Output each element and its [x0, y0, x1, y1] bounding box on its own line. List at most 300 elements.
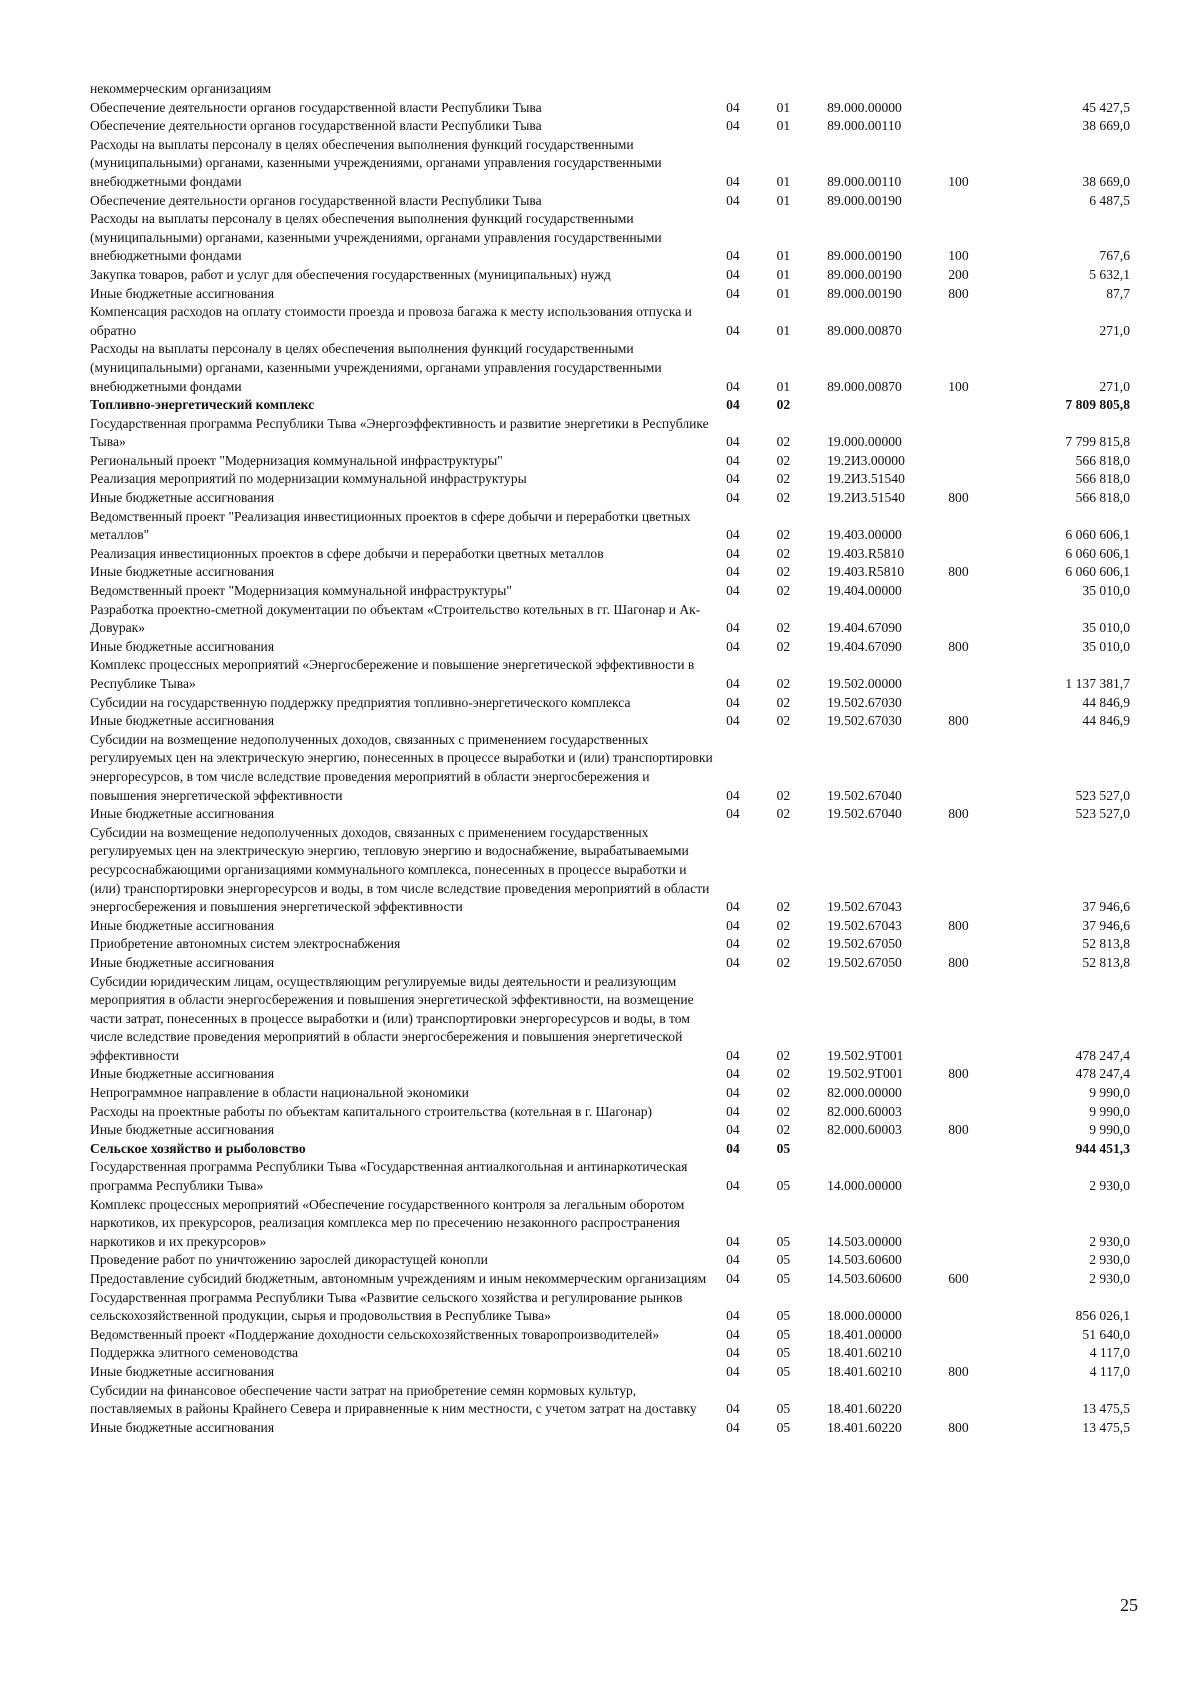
target-article-code	[827, 1140, 948, 1159]
target-article-code: 19.502.67030	[827, 694, 902, 710]
table-row	[90, 731, 1130, 805]
section-code: 04	[726, 173, 740, 189]
section-code: 04	[726, 322, 740, 338]
target-article-code: 19.502.67050	[827, 936, 902, 952]
row-name: некоммерческим организациям	[90, 81, 272, 96]
expense-type-code	[948, 117, 1029, 136]
section-code: 04	[726, 1066, 740, 1082]
section-code: 04	[726, 638, 740, 654]
table-row	[90, 563, 1130, 582]
target-article-code: 89.000.00190	[827, 192, 902, 208]
row-name: Расходы на выплаты персоналу в целях обеспечения выполнения функций государственными (муниципальными) органами, казенными учреждениями, органами управления государственными внебюджетными фондами	[90, 211, 662, 264]
target-article-code: 19.502.00000	[827, 676, 902, 691]
target-article-code: 19.502.67040	[827, 787, 902, 803]
budget-table	[90, 80, 1130, 1437]
subsection-code: 02	[776, 452, 791, 468]
target-article-code: 18.401.00000	[827, 1326, 902, 1342]
section-code: 04	[726, 620, 740, 636]
amount: 2 930,0	[1089, 1233, 1130, 1249]
target-article-code: 19.502.9Т001	[827, 1066, 904, 1082]
amount: 566 818,0	[1075, 452, 1130, 468]
table-row	[90, 582, 1130, 601]
amount: 566 818,0	[1075, 471, 1130, 487]
expense-type-code	[948, 973, 1029, 1066]
expense-type-code	[948, 303, 1029, 340]
table-row	[90, 1344, 1130, 1363]
expense-type-code: 800	[948, 638, 969, 654]
amount: 6 060 606,1	[1065, 545, 1130, 561]
row-name: Обеспечение деятельности органов государственной власти Республики Тыва	[90, 99, 542, 115]
target-article-code: 18.401.60210	[827, 1345, 902, 1361]
amount: 4 117,0	[1089, 1363, 1130, 1379]
section-code: 04	[726, 676, 740, 691]
amount: 1 137 381,7	[1065, 676, 1130, 691]
subsection-code: 01	[776, 378, 791, 394]
amount: 87,7	[1106, 285, 1130, 301]
section-code: 04	[726, 378, 740, 394]
expense-type-code	[948, 1196, 1029, 1252]
table-row	[90, 1158, 1130, 1195]
subsection-code: 02	[776, 1122, 791, 1138]
row-name: Поддержка элитного семеноводства	[90, 1345, 299, 1361]
expense-type-code: 800	[948, 1419, 969, 1435]
subsection-code: 02	[776, 954, 791, 970]
amount: 856 026,1	[1075, 1308, 1130, 1324]
target-article-code: 89.000.00110	[827, 118, 902, 134]
row-name: Закупка товаров, работ и услуг для обеспечения государственных (муниципальных) нужд	[90, 266, 611, 282]
table-row	[90, 266, 1130, 285]
amount: 271,0	[1099, 322, 1130, 338]
expense-type-code	[948, 508, 1029, 545]
table-row	[90, 973, 1130, 1066]
section-code: 04	[726, 1140, 740, 1156]
expense-type-code	[948, 452, 1029, 471]
row-name: Иные бюджетные ассигнования	[90, 285, 275, 301]
subsection-code: 02	[776, 545, 791, 561]
table-row	[90, 340, 1130, 396]
expense-type-code	[948, 1084, 1029, 1103]
subsection-code: 05	[776, 1345, 791, 1361]
expense-type-code	[948, 192, 1029, 211]
expense-type-code	[948, 545, 1029, 564]
section-code: 04	[726, 899, 740, 915]
row-name: Топливно-энергетический комплекс	[90, 397, 315, 413]
section-code: 04	[726, 99, 740, 115]
row-name: Ведомственный проект "Реализация инвестиционных проектов в сфере добычи и переработки цветных металлов"	[90, 508, 691, 543]
section-code: 04	[726, 936, 740, 952]
expense-type-code	[948, 824, 1029, 917]
expense-type-code: 800	[948, 564, 969, 580]
row-name: Иные бюджетные ассигнования	[90, 564, 275, 580]
subsection-code: 01	[776, 322, 791, 338]
expense-type-code	[948, 601, 1029, 638]
table-row	[90, 415, 1130, 452]
table-row	[90, 935, 1130, 954]
amount: 6 060 606,1	[1065, 564, 1130, 580]
subsection-code: 01	[776, 192, 791, 208]
expense-type-code: 200	[948, 266, 969, 282]
section-code: 04	[726, 434, 740, 450]
row-name: Обеспечение деятельности органов государственной власти Республики Тыва	[90, 118, 542, 134]
section-code: 04	[726, 694, 740, 710]
target-article-code: 19.502.67043	[827, 917, 902, 933]
section-code: 04	[726, 917, 740, 933]
section-code	[726, 80, 776, 99]
subsection-code: 01	[776, 118, 791, 134]
subsection-code: 01	[776, 99, 791, 115]
expense-type-code	[948, 1158, 1029, 1195]
expense-type-code	[948, 935, 1029, 954]
section-code: 04	[726, 471, 740, 487]
row-name: Субсидии на возмещение недополученных доходов, связанных с применением государственных регулируемых цен на электрическую энергию, понесенных в процессе выработки и (или) транспортировки энергоресурсов, в том числе вследствие проведения мероприятий в области энергосбережения и повышения энергетической эффективности	[90, 731, 713, 803]
subsection-code: 02	[776, 694, 791, 710]
table-row	[90, 192, 1130, 211]
expense-type-code	[948, 731, 1029, 805]
section-code: 04	[726, 1345, 740, 1361]
table-row	[90, 694, 1130, 713]
row-name: Предоставление субсидий бюджетным, автономным учреждениям и иным некоммерческим организациям	[90, 1271, 707, 1286]
section-code: 04	[726, 1271, 740, 1286]
section-code: 04	[726, 545, 740, 561]
amount: 6 487,5	[1089, 192, 1130, 208]
row-name: Государственная программа Республики Тыва «Государственная антиалкогольная и антинаркотическая программа Республики Тыва»	[90, 1159, 688, 1194]
table-row	[90, 136, 1130, 192]
table-row	[90, 99, 1130, 118]
subsection-code: 02	[776, 527, 791, 543]
row-name: Субсидии на финансовое обеспечение части затрат на приобретение семян кормовых культур, поставляемых в районы Крайнего Севера и приравненные к ним местности, с учетом затрат на доставку	[90, 1382, 697, 1417]
table-row	[90, 954, 1130, 973]
subsection-code: 05	[776, 1326, 791, 1342]
expense-type-code	[948, 470, 1029, 489]
amount: 44 846,9	[1082, 713, 1130, 729]
target-article-code: 18.401.60210	[827, 1363, 902, 1379]
amount: 13 475,5	[1082, 1419, 1130, 1435]
section-code: 04	[726, 490, 740, 506]
expense-type-code	[948, 99, 1029, 118]
target-article-code: 19.502.67043	[827, 899, 902, 915]
amount: 944 451,3	[1075, 1140, 1130, 1156]
row-name: Расходы на проектные работы по объектам капитального строительства (котельная в г. Шагонар)	[90, 1103, 653, 1119]
amount: 52 813,8	[1082, 954, 1130, 970]
table-row	[90, 656, 1130, 693]
table-row	[90, 1326, 1130, 1345]
subsection-code: 02	[776, 583, 791, 599]
row-name: Иные бюджетные ассигнования	[90, 1066, 275, 1082]
subsection-code: 05	[776, 1140, 791, 1156]
table-row	[90, 303, 1130, 340]
target-article-code: 19.404.67090	[827, 638, 902, 654]
amount: 271,0	[1099, 378, 1130, 394]
target-article-code: 19.2И3.00000	[827, 452, 905, 468]
row-name: Иные бюджетные ассигнования	[90, 490, 275, 506]
expense-type-code	[948, 694, 1029, 713]
target-article-code: 89.000.00870	[827, 378, 902, 394]
target-article-code: 19.403.R5810	[827, 564, 905, 580]
section-code: 04	[726, 118, 740, 134]
subsection-code: 05	[776, 1252, 791, 1268]
row-name: Иные бюджетные ассигнования	[90, 638, 275, 654]
target-article-code: 14.000.00000	[827, 1178, 902, 1194]
amount: 35 010,0	[1082, 638, 1130, 654]
target-article-code: 19.404.67090	[827, 620, 902, 636]
section-code: 04	[726, 1122, 740, 1138]
amount: 5 632,1	[1089, 266, 1130, 282]
section-code: 04	[726, 787, 740, 803]
table-row	[90, 285, 1130, 304]
section-code: 04	[726, 266, 740, 282]
row-name: Реализация мероприятий по модернизации коммунальной инфраструктуры	[90, 471, 527, 487]
table-row	[90, 545, 1130, 564]
target-article-code: 19.502.67040	[827, 806, 902, 822]
amount: 44 846,9	[1082, 694, 1130, 710]
row-name: Непрограммное направление в области национальной экономики	[90, 1085, 469, 1101]
section-code: 04	[726, 1326, 740, 1342]
row-name: Расходы на выплаты персоналу в целях обеспечения выполнения функций государственными (муниципальными) органами, казенными учреждениями, органами управления государственными внебюджетными фондами	[90, 341, 662, 394]
section-code: 04	[726, 1085, 740, 1101]
row-name: Проведение работ по уничтожению зарослей дикорастущей конопли	[90, 1252, 488, 1268]
section-code: 04	[726, 713, 740, 729]
subsection-code: 02	[776, 620, 791, 636]
subsection-code: 02	[776, 787, 791, 803]
row-name: Иные бюджетные ассигнования	[90, 713, 275, 729]
amount: 523 527,0	[1075, 806, 1130, 822]
target-article-code: 18.401.60220	[827, 1401, 902, 1417]
table-row	[90, 470, 1130, 489]
amount: 9 990,0	[1089, 1085, 1130, 1101]
expense-type-code	[948, 1289, 1029, 1326]
row-name: Государственная программа Республики Тыва «Развитие сельского хозяйства и регулирование рынков сельскохозяйственной продукции, сырья и продовольствия в Республике Тыва»	[90, 1289, 683, 1324]
target-article-code: 89.000.00000	[827, 99, 902, 115]
subsection-code: 02	[776, 806, 791, 822]
subsection-code	[777, 80, 827, 99]
section-code: 04	[726, 1233, 740, 1249]
amount: 6 060 606,1	[1065, 527, 1130, 543]
table-row	[90, 117, 1130, 136]
amount: 51 640,0	[1082, 1326, 1130, 1342]
subsection-code: 02	[776, 1085, 791, 1101]
subsection-code: 02	[776, 676, 791, 691]
amount: 767,6	[1099, 248, 1130, 264]
target-article-code: 19.000.00000	[827, 434, 902, 450]
section-code: 04	[726, 397, 740, 413]
row-name: Ведомственный проект «Поддержание доходности сельскохозяйственных товаропроизводителей»	[90, 1326, 660, 1342]
amount: 37 946,6	[1082, 917, 1130, 933]
subsection-code: 05	[776, 1401, 791, 1417]
subsection-code: 02	[776, 936, 791, 952]
target-article-code: 18.000.00000	[827, 1308, 902, 1324]
target-article-code: 89.000.00190	[827, 266, 902, 282]
subsection-code: 01	[776, 173, 791, 189]
table-row	[90, 712, 1130, 731]
target-article-code: 14.503.60600	[827, 1252, 902, 1268]
expense-type-code: 800	[948, 917, 969, 933]
subsection-code: 02	[776, 471, 791, 487]
target-article-code: 82.000.60003	[827, 1122, 902, 1138]
amount: 37 946,6	[1082, 899, 1130, 915]
target-article-code: 19.403.00000	[827, 527, 902, 543]
section-code: 04	[726, 806, 740, 822]
amount: 7 799 815,8	[1065, 434, 1130, 450]
table-row	[90, 638, 1130, 657]
target-article-code: 19.502.9Т001	[827, 1047, 904, 1063]
table-row	[90, 917, 1130, 936]
expense-type-code: 100	[948, 173, 969, 189]
expense-type-code: 800	[948, 806, 969, 822]
subsection-code: 05	[776, 1308, 791, 1324]
target-article-code: 89.000.00190	[827, 248, 902, 264]
amount: 7 809 805,8	[1065, 397, 1130, 413]
row-name: Иные бюджетные ассигнования	[90, 917, 275, 933]
subsection-code: 02	[776, 490, 791, 506]
amount: 2 930,0	[1089, 1178, 1130, 1194]
table-row	[90, 1140, 1130, 1159]
table-row	[90, 1289, 1130, 1326]
target-article-code: 89.000.00870	[827, 322, 902, 338]
expense-type-code	[948, 1344, 1029, 1363]
target-article-code: 82.000.00000	[827, 1085, 902, 1101]
target-article-code: 19.502.67050	[827, 954, 902, 970]
table-row	[90, 508, 1130, 545]
expense-type-code: 800	[948, 285, 969, 301]
row-name: Разработка проектно-сметной документации по объектам «Строительство котельных в гг. Шагонар и Ак-Довурак»	[90, 601, 701, 636]
subsection-code: 02	[776, 899, 791, 915]
row-name: Расходы на выплаты персоналу в целях обеспечения выполнения функций государственными (муниципальными) органами, казенными учреждениями, органами управления государственными внебюджетными фондами	[90, 136, 662, 189]
amount: 35 010,0	[1082, 583, 1130, 599]
row-name: Компенсация расходов на оплату стоимости проезда и провоза багажа к месту использования отпуска и обратно	[90, 304, 692, 338]
table-row	[90, 1196, 1130, 1252]
expense-type-code	[948, 80, 1029, 99]
amount: 478 247,4	[1075, 1047, 1130, 1063]
target-article-code: 19.403.R5810	[827, 545, 905, 561]
target-article-code: 14.503.60600	[827, 1271, 902, 1286]
section-code: 04	[726, 1178, 740, 1194]
table-row	[90, 1382, 1130, 1419]
amount: 52 813,8	[1082, 936, 1130, 952]
amount: 478 247,4	[1075, 1066, 1130, 1082]
row-name: Субсидии на государственную поддержку предприятия топливно-энергетического комплекса	[90, 694, 631, 710]
subsection-code: 05	[776, 1419, 791, 1435]
subsection-code: 01	[776, 266, 791, 282]
table-row	[90, 1363, 1130, 1382]
row-name: Региональный проект "Модернизация коммунальной инфраструктуры"	[90, 452, 503, 468]
subsection-code: 02	[776, 713, 791, 729]
amount: 9 990,0	[1089, 1122, 1130, 1138]
expense-type-code: 100	[948, 378, 969, 394]
row-name: Комплекс процессных мероприятий «Обеспечение государственного контроля за легальным оборотом наркотиков, их прекурсоров, реализация комплекса мер по пресечению незаконного распространения наркотиков и их прекурсоров»	[90, 1196, 685, 1249]
subsection-code: 01	[776, 248, 791, 264]
target-article-code: 18.401.60220	[827, 1419, 902, 1435]
section-code: 04	[726, 192, 740, 208]
table-row	[90, 1251, 1130, 1270]
target-article-code	[827, 396, 948, 415]
row-name: Субсидии юридическим лицам, осуществляющим регулируемые виды деятельности и реализующим мероприятия в области энергосбережения и повышения энергетической эффективности, на возмещение части затрат, понесенных в процессе выработки и (или) транспортировки энергоресурсов и воды, в том числе вследствие проведения мероприятий в области энергосбережения и повышения энергетической эффективности	[90, 973, 694, 1063]
target-article-code: 82.000.60003	[827, 1103, 902, 1119]
expense-type-code: 800	[948, 1066, 969, 1082]
row-name: Ведомственный проект "Модернизация коммунальной инфраструктуры"	[90, 583, 512, 599]
section-code: 04	[726, 1401, 740, 1417]
table-row	[90, 805, 1130, 824]
expense-type-code	[948, 1103, 1029, 1122]
expense-type-code	[948, 396, 1029, 415]
budget-document	[90, 80, 1130, 1437]
section-code: 04	[726, 1252, 740, 1268]
expense-type-code: 800	[948, 490, 969, 506]
row-name: Иные бюджетные ассигнования	[90, 1419, 275, 1435]
section-code: 04	[726, 452, 740, 468]
section-code: 04	[726, 583, 740, 599]
table-row	[90, 1270, 1130, 1289]
amount: 13 475,5	[1082, 1401, 1130, 1417]
section-code: 04	[726, 1047, 740, 1063]
expense-type-code: 800	[948, 954, 969, 970]
amount: 38 669,0	[1082, 173, 1130, 189]
section-code: 04	[726, 248, 740, 264]
table-row	[90, 452, 1130, 471]
target-article-code: 89.000.00190	[827, 285, 902, 301]
subsection-code: 05	[776, 1233, 791, 1249]
subsection-code: 02	[776, 564, 791, 580]
amount: 4 117,0	[1089, 1345, 1130, 1361]
expense-type-code: 800	[948, 1122, 969, 1138]
expense-type-code: 100	[948, 248, 969, 264]
section-code: 04	[726, 564, 740, 580]
section-code: 04	[726, 527, 740, 543]
expense-type-code	[948, 1251, 1029, 1270]
row-name: Иные бюджетные ассигнования	[90, 1122, 275, 1138]
row-name: Иные бюджетные ассигнования	[90, 806, 275, 822]
subsection-code: 02	[776, 917, 791, 933]
amount: 38 669,0	[1082, 118, 1130, 134]
subsection-code: 05	[776, 1271, 791, 1286]
table-row	[90, 601, 1130, 638]
amount: 2 930,0	[1089, 1271, 1130, 1286]
expense-type-code: 600	[948, 1271, 969, 1286]
subsection-code: 05	[776, 1178, 791, 1194]
target-article-code: 14.503.00000	[827, 1233, 902, 1249]
table-row	[90, 80, 1130, 99]
table-row	[90, 210, 1130, 266]
table-row	[90, 824, 1130, 917]
section-code: 04	[726, 1103, 740, 1119]
expense-type-code	[948, 1382, 1029, 1419]
expense-type-code: 800	[948, 713, 969, 729]
expense-type-code	[948, 415, 1029, 452]
section-code: 04	[726, 954, 740, 970]
table-row	[90, 1103, 1130, 1122]
row-name: Комплекс процессных мероприятий «Энергосбережение и повышение энергетической эффективности в Республике Тыва»	[90, 657, 695, 691]
table-row	[90, 1065, 1130, 1084]
amount: 45 427,5	[1082, 99, 1130, 115]
subsection-code: 05	[776, 1363, 791, 1379]
row-name: Иные бюджетные ассигнования	[90, 1363, 275, 1379]
target-article-code: 19.2И3.51540	[827, 471, 905, 487]
amount: 35 010,0	[1082, 620, 1130, 636]
target-article-code: 19.404.00000	[827, 583, 902, 599]
amount: 566 818,0	[1075, 490, 1130, 506]
row-name: Сельское хозяйство и рыболовство	[90, 1140, 306, 1156]
section-code: 04	[726, 285, 740, 301]
expense-type-code	[948, 582, 1029, 601]
subsection-code: 02	[776, 638, 791, 654]
amount: 9 990,0	[1089, 1103, 1130, 1119]
subsection-code: 02	[776, 397, 791, 413]
expense-type-code: 800	[948, 1363, 969, 1379]
row-name: Государственная программа Республики Тыва «Энергоэффективность и развитие энергетики в Республике Тыва»	[90, 415, 709, 450]
section-code: 04	[726, 1363, 740, 1379]
expense-type-code	[948, 1326, 1029, 1345]
row-name: Субсидии на возмещение недополученных доходов, связанных с применением государственных регулируемых цен на электрическую энергию, тепловую энергию и водоснабжение, вырабатываемыми ресурсоснабжающими организациями коммунального комплекса, понесенных в процессе выработки и (или) транспортировки энергоресурсов и воды, в том числе вследствие проведения мероприятий в области энергосбережения и повышения энергетической эффективности	[90, 824, 710, 915]
amount	[1029, 80, 1130, 99]
